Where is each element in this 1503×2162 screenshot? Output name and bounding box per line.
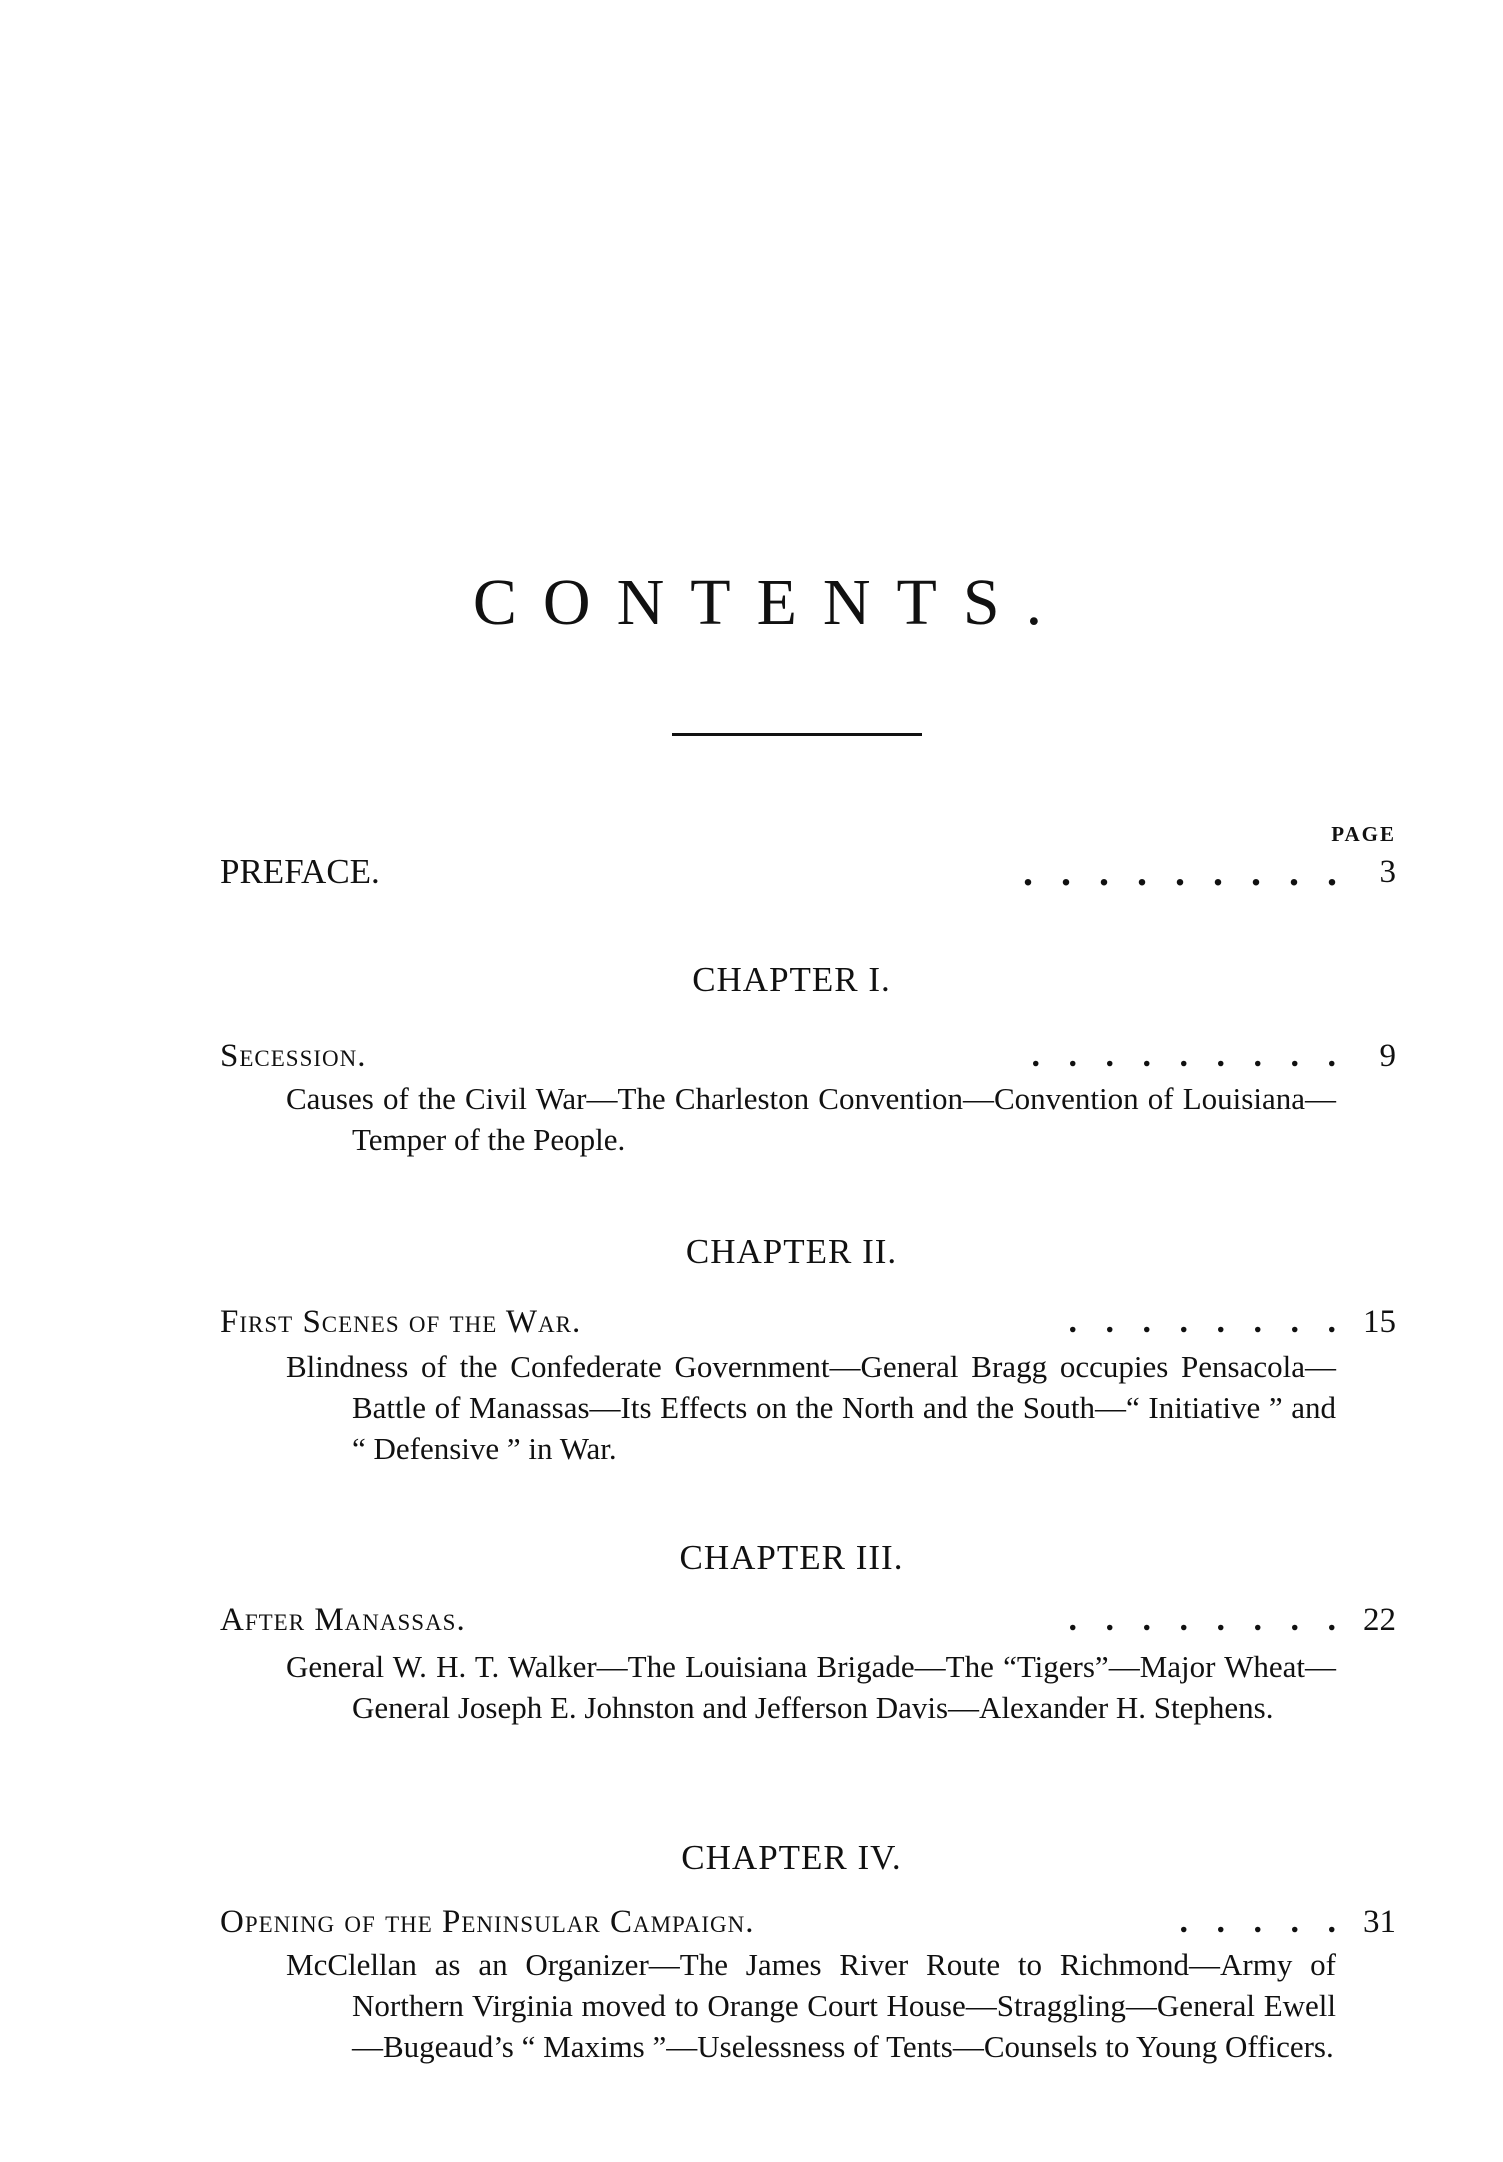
page-title: CONTENTS. <box>472 566 1069 639</box>
dot-leader: . . . . . . . . <box>1068 1303 1346 1340</box>
toc-entry-chapter-4[interactable] <box>220 1900 1396 1944</box>
toc-entry-chapter-2[interactable] <box>220 1300 1396 1344</box>
dot-leader: . . . . . . . . . <box>1023 849 1346 894</box>
dot-leader: . . . . . <box>1179 1903 1346 1940</box>
title-divider <box>672 733 922 736</box>
dot-leader: . . . . . . . . <box>1068 1601 1346 1638</box>
chapter-summary <box>286 1078 1336 1160</box>
entry-page-number: 15 <box>1363 1304 1396 1340</box>
chapter-heading: CHAPTER IV. <box>681 1838 902 1877</box>
summary-text: Blindness of the Confederate Government—General Bragg occupies Pensacola—Battle of Manassas—Its Effects on the North and the South—“ Initiative ” and “ Defensive ” in War. <box>286 1349 1336 1466</box>
dot-leader: . . . . . . . . . <box>1031 1037 1346 1074</box>
entry-page-number: 22 <box>1363 1602 1396 1638</box>
entry-title: Secession. <box>220 1038 367 1074</box>
chapter-heading: CHAPTER I. <box>692 960 891 999</box>
chapter-summary <box>286 1346 1336 1469</box>
chapter-heading: CHAPTER III. <box>679 1538 904 1577</box>
summary-text: Causes of the Civil War—The Charleston Convention—Convention of Louisiana—Temper of the People. <box>286 1081 1336 1157</box>
chapter-summary <box>286 1646 1336 1728</box>
page-column-label: PAGE <box>1331 822 1396 846</box>
entry-page-number: 3 <box>1379 854 1396 890</box>
chapter-summary <box>286 1944 1336 2067</box>
entry-title: After Manassas. <box>220 1602 466 1638</box>
toc-entry-chapter-3[interactable] <box>220 1598 1396 1642</box>
summary-text: McClellan as an Organizer—The James River Route to Richmond—Army of Northern Virginia moved to Orange Court House—Straggling—General Ewell—Bugeaud’s “ Maxims ”—Uselessness of Tents—Counsels to Young Officers. <box>286 1947 1336 2064</box>
entry-title: PREFACE. <box>220 852 380 891</box>
entry-title: First Scenes of the War. <box>220 1304 582 1340</box>
entry-page-number: 9 <box>1379 1038 1396 1074</box>
toc-entry-preface[interactable] <box>220 850 1396 894</box>
entry-title: Opening of the Peninsular Campaign. <box>220 1904 755 1940</box>
entry-page-number: 31 <box>1363 1904 1396 1940</box>
chapter-heading: CHAPTER II. <box>685 1232 898 1271</box>
summary-text: General W. H. T. Walker—The Louisiana Brigade—The “Tigers”—Major Wheat—General Joseph E. Johnston and Jefferson Davis—Alexander H. Stephens. <box>286 1649 1336 1725</box>
toc-entry-chapter-1[interactable] <box>220 1034 1396 1078</box>
